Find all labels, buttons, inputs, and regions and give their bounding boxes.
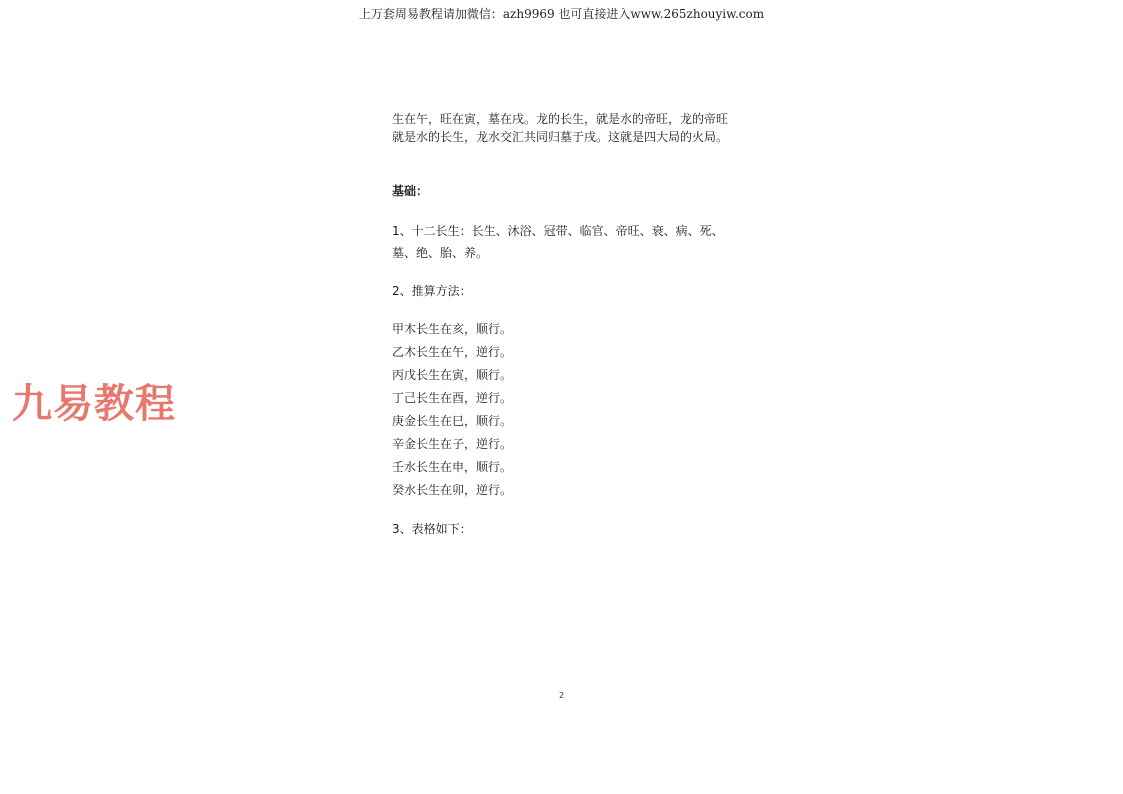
rule-item: 丁己长生在酉，逆行。 [392,391,513,405]
intro-paragraph: 生在午，旺在寅，墓在戌。龙的长生，就是水的帝旺，龙的帝旺就是水的长生，龙水交汇共同归墓于戌。这就是四大局的火局。 [392,112,729,144]
rule-item: 丙戊长生在寅，顺行。 [392,368,513,382]
rule-item: 癸水长生在卯，逆行。 [392,483,513,497]
rule-item: 庚金长生在巳，顺行。 [392,414,513,428]
list-item-method: 2、推算方法： [392,284,472,298]
rules-list [392,318,512,502]
page-number: 2 [558,691,565,700]
rule-item: 甲木长生在亥，顺行。 [392,322,513,336]
document-body [392,110,737,536]
rule-item: 乙木长生在午，逆行。 [392,345,513,359]
list-item-table: 3、表格如下： [392,522,472,536]
page-header-banner: 上万套周易教程请加微信：azh9969 也可直接进入www.265zhouyiw.com [358,7,765,21]
watermark-logo: 九易教程 [12,381,176,427]
section-heading: 基础： [392,184,429,198]
list-item-twelve-stages: 1、十二长生：长生、沐浴、冠带、临官、帝旺、衰、病、死、墓、绝、胎、养。 [392,224,724,260]
rule-item: 辛金长生在子，逆行。 [392,437,513,451]
rule-item: 壬水长生在申，顺行。 [392,460,513,474]
